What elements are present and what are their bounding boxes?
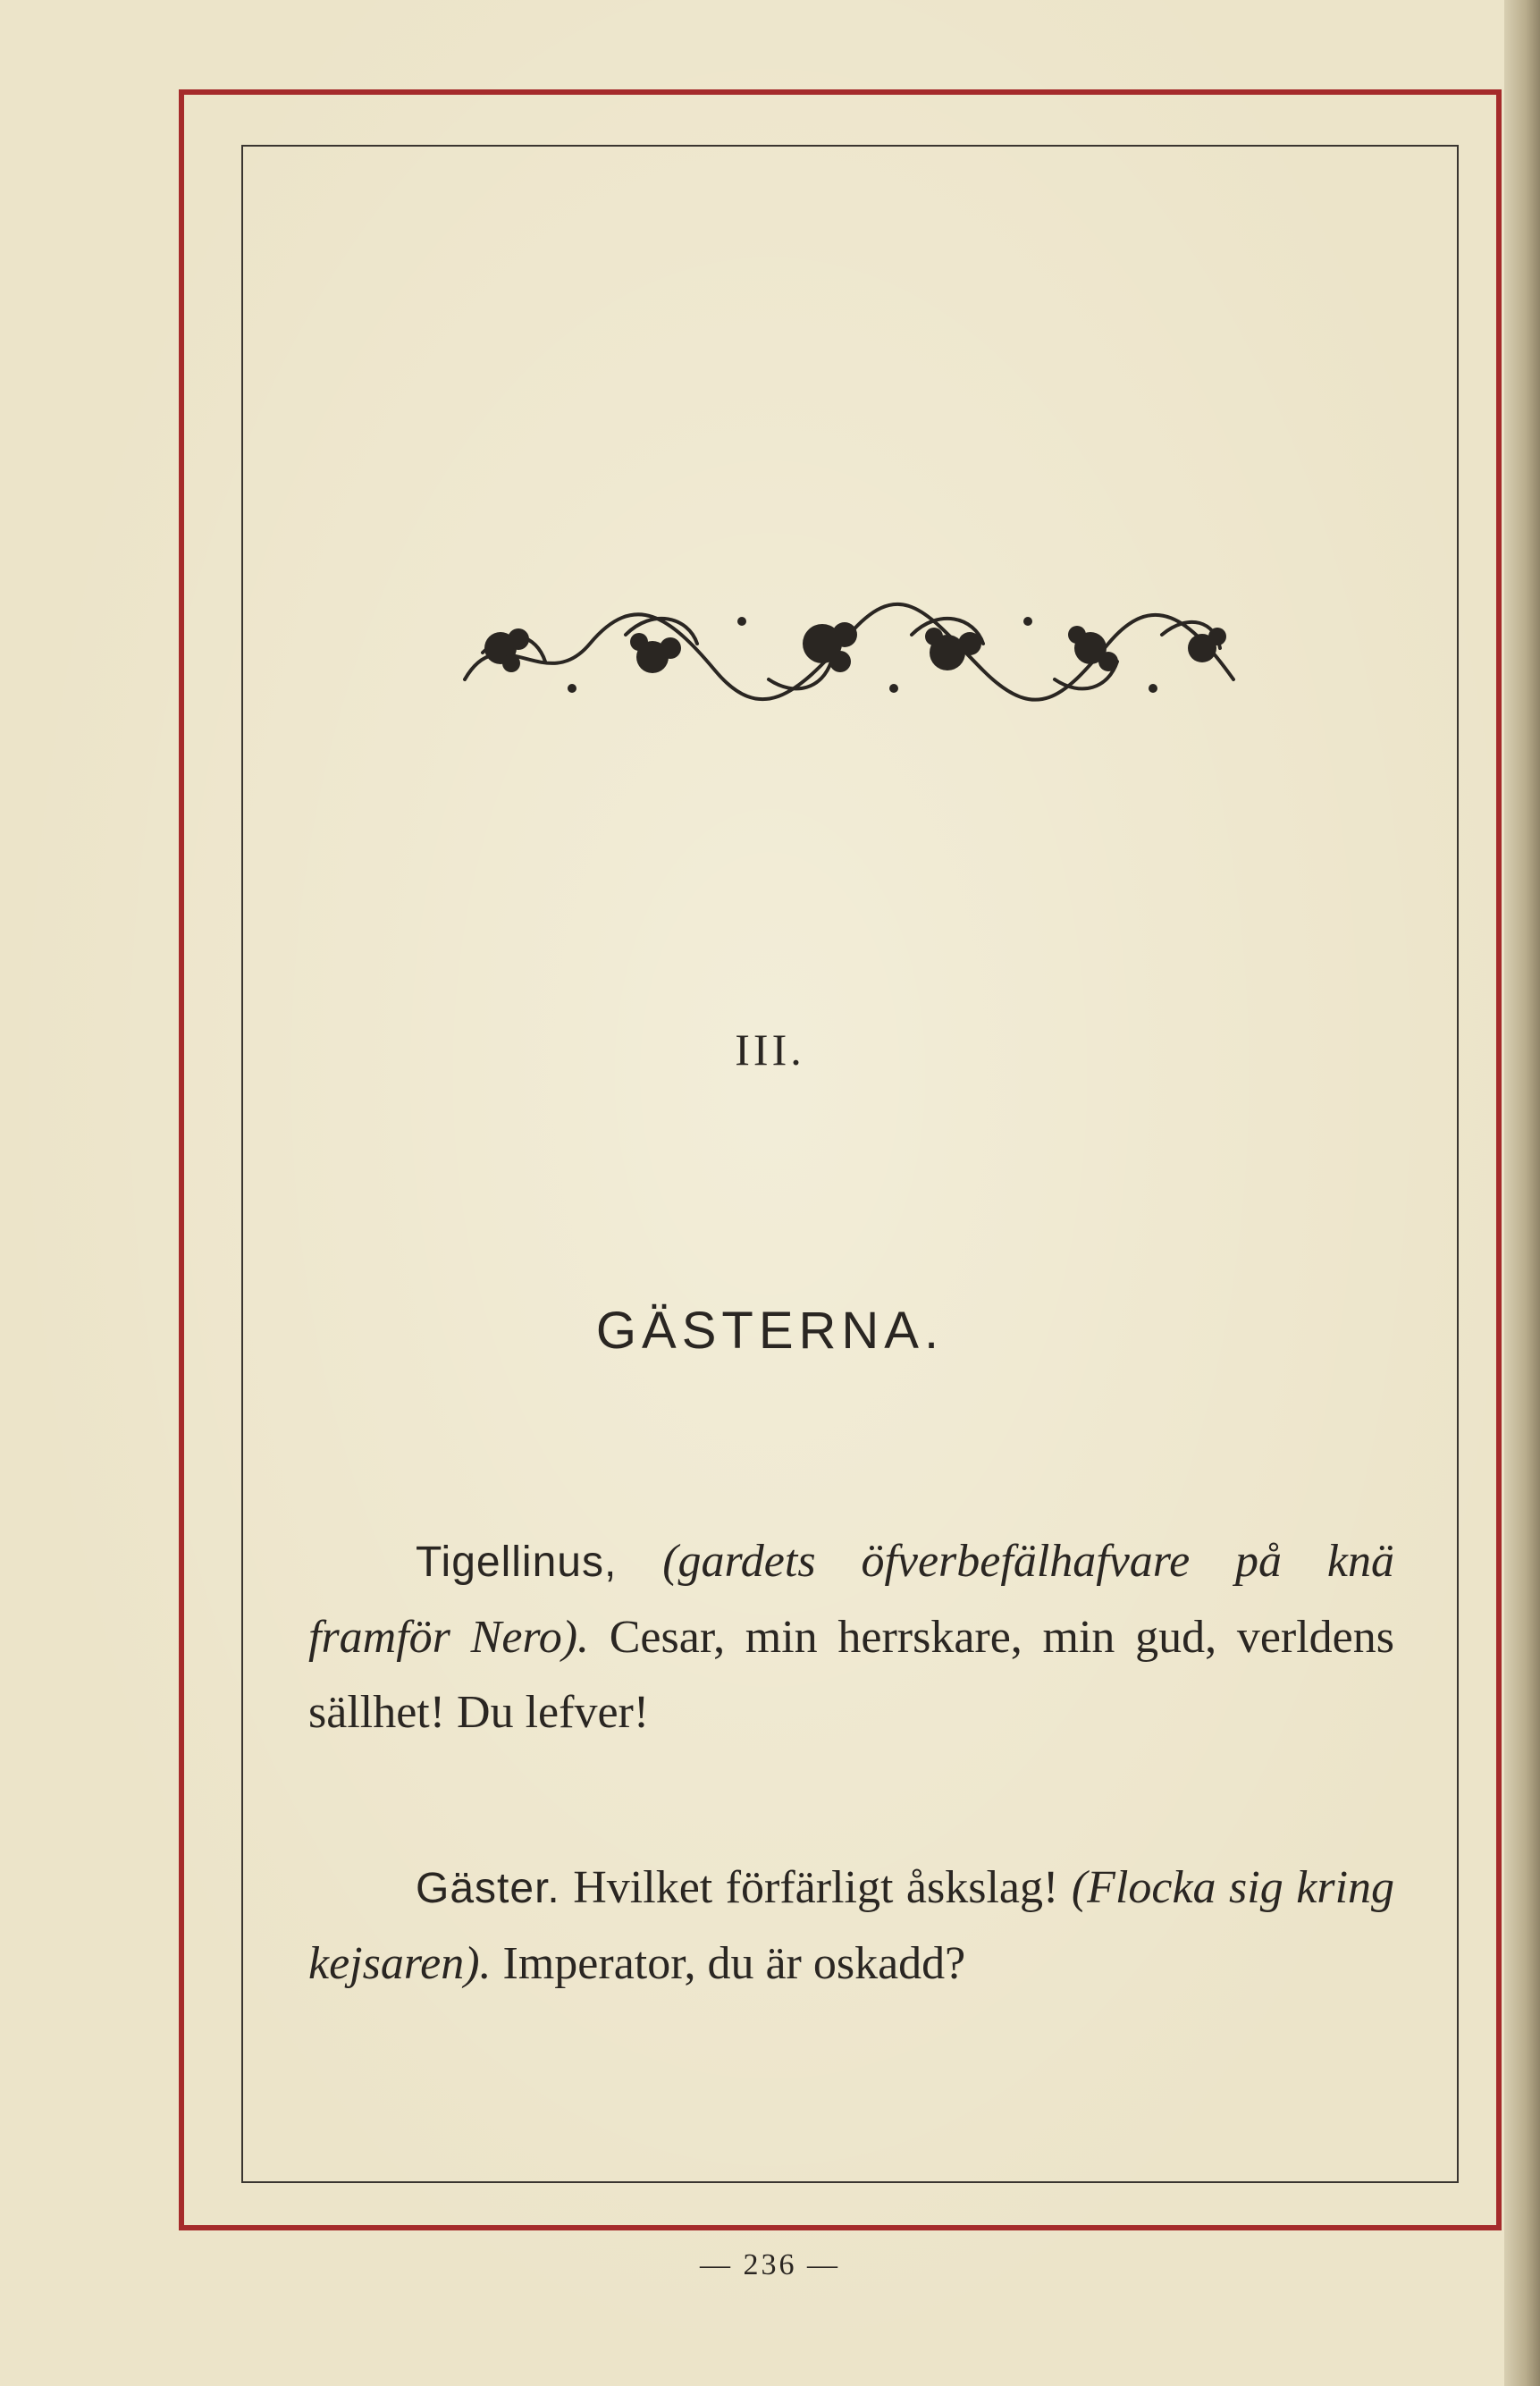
speaker-name: Gäster. (416, 1865, 560, 1912)
dialogue-text: Cesar, min herrskare, min gud, verldens sällhet! Du lefver! (308, 1612, 1394, 1738)
dialogue-paragraph (308, 1524, 1394, 1750)
section-title: GÄSTERNA. (595, 1302, 945, 1360)
section-number: III. (735, 1024, 805, 1075)
dialogue-text: Hvilket förfärligt åskslag! (573, 1862, 1059, 1913)
page-number: — 236 — (700, 2248, 840, 2281)
book-spine-edge (1504, 0, 1540, 2386)
speaker-name: Tigellinus, (416, 1539, 618, 1586)
dialogue-text: Imperator, du är oskadd? (502, 1938, 966, 1989)
stage-direction: (gardets öfverbefälhafvare på knä framför Nero). (308, 1536, 1394, 1663)
floral-vine-ornament-icon (447, 599, 1251, 706)
dialogue-paragraph (308, 1851, 1394, 2002)
stage-direction: (Flocka sig kring kejsaren). (308, 1862, 1395, 1989)
